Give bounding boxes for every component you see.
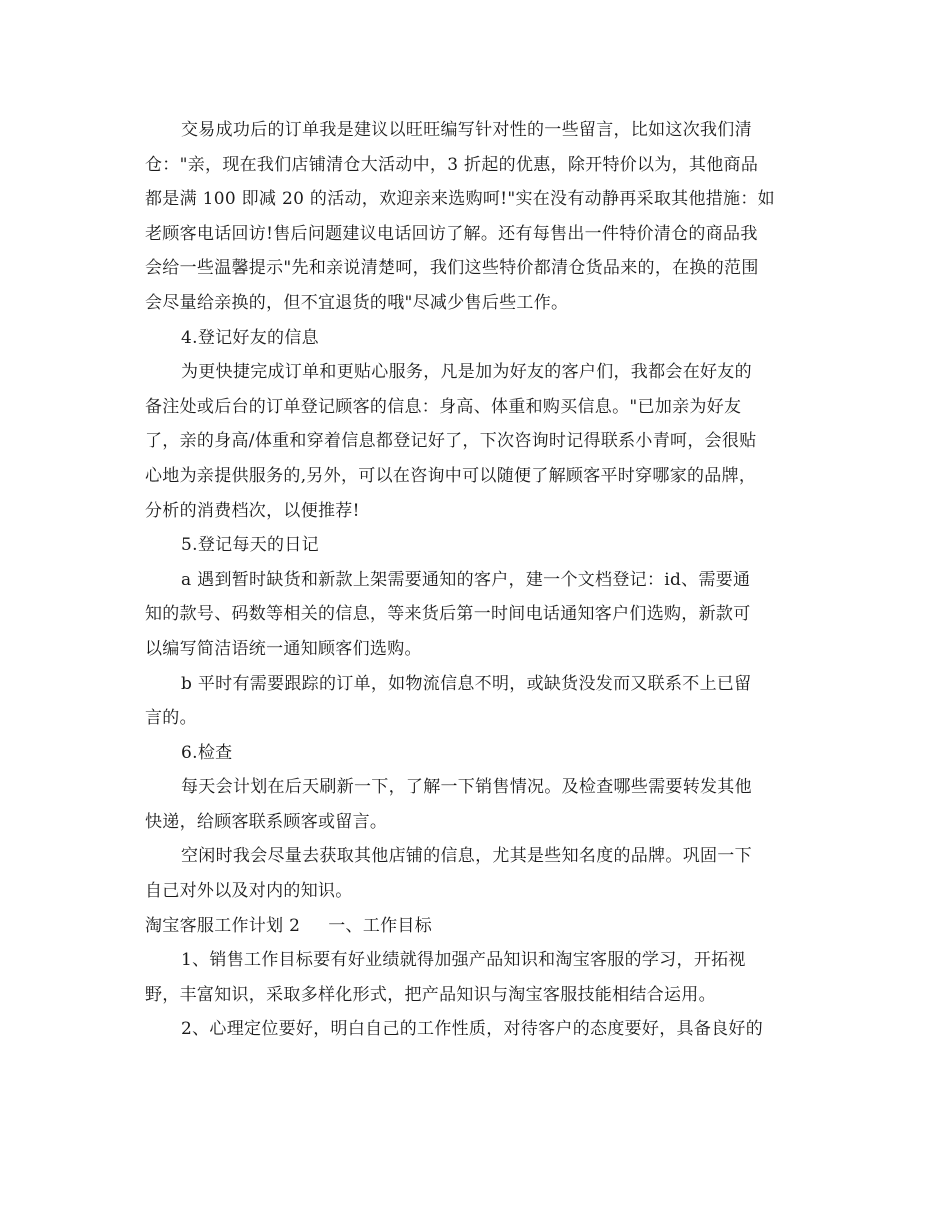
text-line: 心地为亲提供服务的,另外，可以在咨询中可以随便了解顾客平时穿哪家的品牌， [145,465,757,486]
text-line: 备注处或后台的订单登记顾客的信息：身高、体重和购买信息。"已加亲为好友 [145,396,742,417]
section-title: 淘宝客服工作计划 2 [145,915,301,936]
text-line: 分析的消费档次，以便推荐! [145,500,360,521]
text-line: 5.登记每天的日记 [181,535,319,556]
section-heading-line [145,909,810,944]
text-line: 仓："亲，现在我们店铺清仓大活动中，3 折起的优惠，除开特价以为，其他商品 [145,154,759,175]
subsection-title: 一、工作目标 [328,915,433,936]
text-line: 空闲时我会尽量去获取其他店铺的信息，尤其是些知名度的品牌。巩固一下 [181,846,752,867]
document-body [145,113,810,1047]
text-line: 言的。 [145,708,197,729]
text-line: 2、心理定位要好，明白自己的工作性质，对待客户的态度要好，具备良好的 [181,1019,764,1040]
text-line: 以编写简洁语统一通知顾客们选购。 [145,638,422,659]
text-line: 快递，给顾客联系顾客或留言。 [145,811,388,832]
text-line: 会给一些温馨提示"先和亲说清楚呵，我们这些特价都清仓货品来的，在换的范围 [145,258,759,279]
text-line: 每天会计划在后天刷新一下，了解一下销售情况。及检查哪些需要转发其他 [181,777,752,798]
text-line: 了，亲的身高/体重和穿着信息都登记好了，下次咨询时记得联系小青呵，会很贴 [145,431,757,452]
text-line: 知的款号、码数等相关的信息，等来货后第一时间电话通知客户们选购，新款可 [145,604,751,625]
text-line: 6.检查 [181,742,233,763]
text-line: 野，丰富知识，采取多样化形式，把产品知识与淘宝客服技能相结合运用。 [145,984,716,1005]
text-line: 自己对外以及对内的知识。 [145,881,353,902]
text-line: 交易成功后的订单我是建议以旺旺编写针对性的一些留言，比如这次我们清 [181,120,752,140]
text-line: 老顾客电话回访!售后问题建议电话回访了解。还有每售出一件特价清仓的商品我 [145,223,758,244]
text-line: 1、销售工作目标要有好业绩就得加强产品知识和淘宝客服的学习，开拓视 [181,950,746,971]
text-line: 都是满 100 即减 20 的活动，欢迎亲来选购呵!"实在没有动静再采取其他措施：如 [145,189,775,210]
text-line: 为更快捷完成订单和更贴心服务，凡是加为好友的客户们，我都会在好友的 [181,362,752,383]
text-line: 会尽量给亲换的，但不宜退货的哦"尽减少售后些工作。 [145,292,569,313]
text-line: b 平时有需要跟踪的订单，如物流信息不明，或缺货没发而又联系不上已留 [181,673,752,694]
text-line: a 遇到暂时缺货和新款上架需要通知的客户，建一个文档登记：id、需要通 [181,569,751,590]
text-line: 4.登记好友的信息 [181,327,319,348]
